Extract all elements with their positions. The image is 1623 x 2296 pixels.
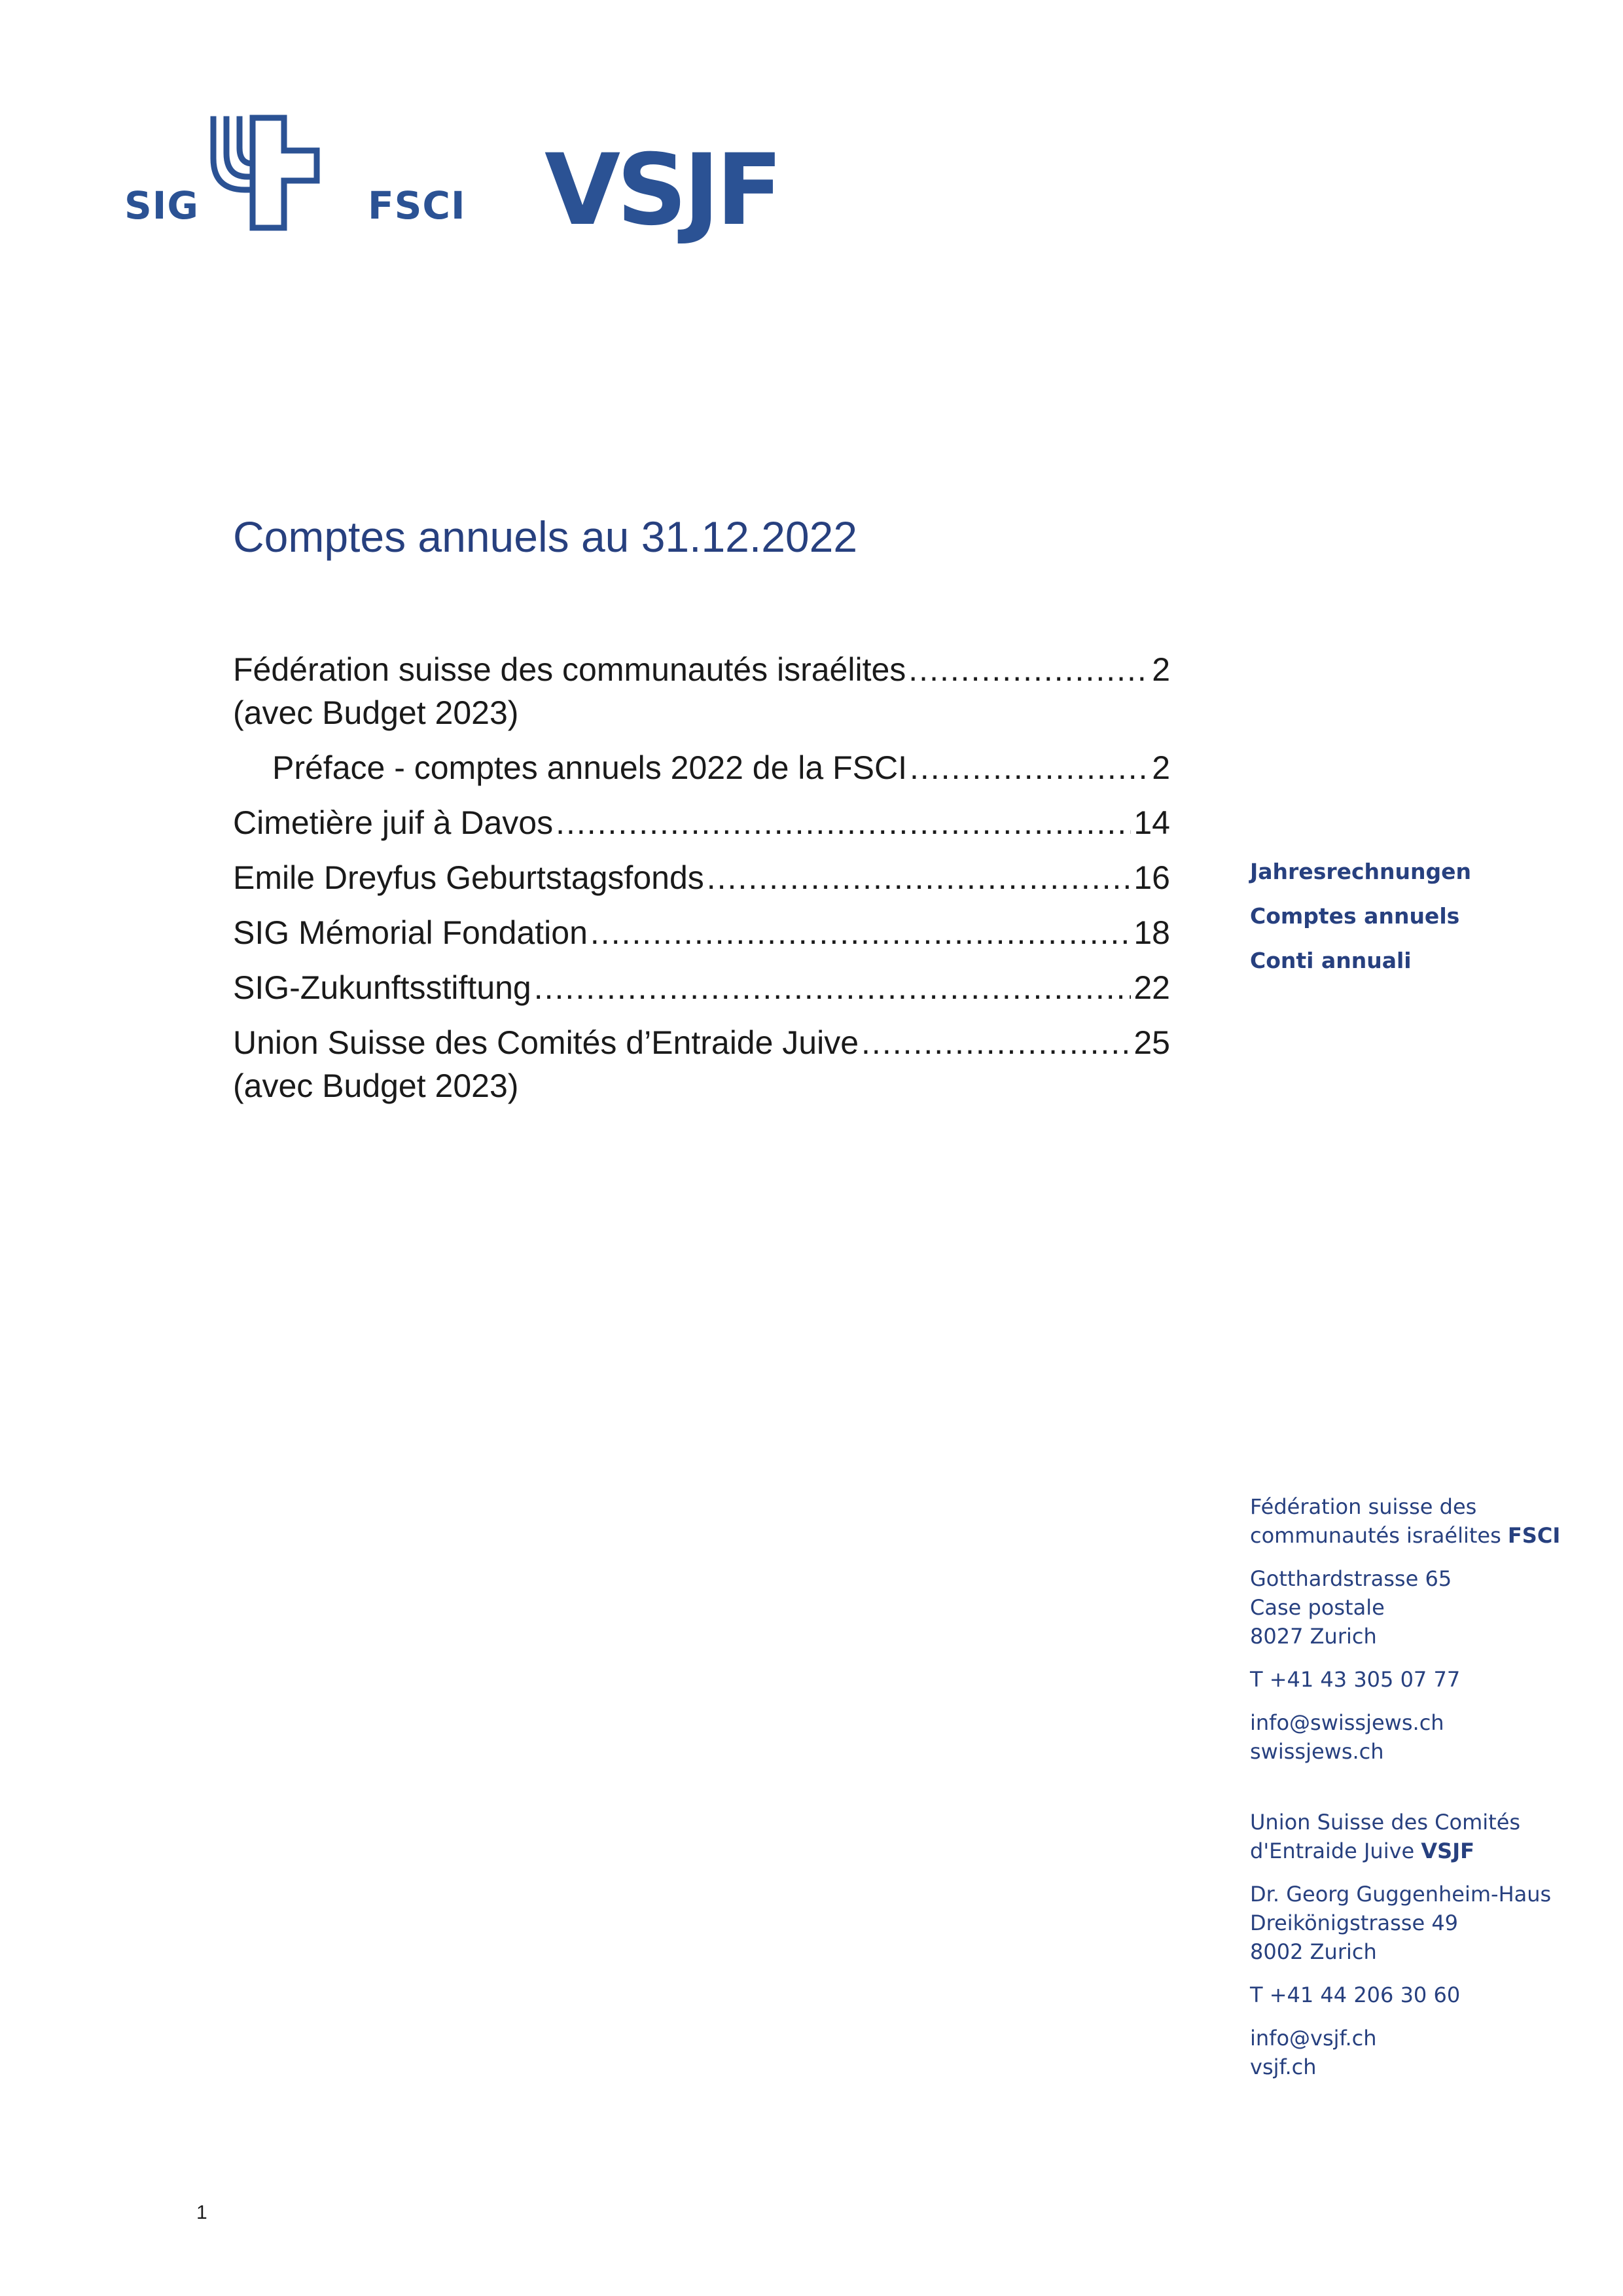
address-house: Dr. Georg Guggenheim-Haus: [1250, 1882, 1552, 1907]
address-city: 8027 Zurich: [1250, 1624, 1377, 1649]
phone-number: T +41 43 305 07 77: [1250, 1667, 1461, 1692]
email-link[interactable]: info@swissjews.ch: [1250, 1710, 1444, 1735]
address-street: Dreikönigstrasse 49: [1250, 1910, 1459, 1935]
toc-leader-dots: [910, 746, 1149, 789]
svg-text:VSJF: VSJF: [544, 144, 779, 247]
toc-entry-preface[interactable]: [233, 746, 1170, 789]
vsjf-logo: [544, 144, 806, 262]
toc-entry-page: 16: [1133, 859, 1170, 896]
toc-leader-dots: [556, 801, 1131, 844]
toc-leader-dots: [707, 856, 1132, 899]
sig-fsci-logo: [120, 113, 467, 237]
toc-entry-page: 18: [1133, 914, 1170, 951]
toc-entry-fsci[interactable]: [233, 648, 1170, 734]
org-name-line2: communautés israélites: [1250, 1523, 1501, 1548]
website-link[interactable]: vsjf.ch: [1250, 2054, 1317, 2079]
toc-entry-page: 14: [1133, 804, 1170, 841]
toc-entry-label: Union Suisse des Comités d’Entraide Juive: [233, 1024, 859, 1061]
toc-entry-zukunft[interactable]: [233, 966, 1170, 1009]
org-name-line2: d'Entraide Juive: [1250, 1839, 1415, 1863]
email-link[interactable]: info@vsjf.ch: [1250, 2026, 1377, 2051]
toc-entry-label: Emile Dreyfus Geburtstagsfonds: [233, 859, 704, 896]
toc-entry-subtitle: (avec Budget 2023): [233, 694, 519, 731]
side-label-de: Jahresrechnungen: [1250, 859, 1472, 884]
toc-entry-label: SIG-Zukunftsstiftung: [233, 969, 531, 1006]
address-street: Gotthardstrasse 65: [1250, 1566, 1452, 1591]
sig-logo-text: SIG: [124, 183, 199, 228]
page-number: 1: [196, 2202, 207, 2223]
page-title: Comptes annuels au 31.12.2022: [233, 512, 858, 561]
org-name-line1: Fédération suisse des: [1250, 1494, 1477, 1519]
toc-entry-dreyfus[interactable]: [233, 856, 1170, 899]
toc-entry-label: Cimetière juif à Davos: [233, 804, 554, 841]
table-of-contents: [233, 648, 1170, 1107]
website-link[interactable]: swissjews.ch: [1250, 1739, 1384, 1764]
toc-entry-label: SIG Mémorial Fondation: [233, 914, 588, 951]
toc-entry-vsjf[interactable]: [233, 1021, 1170, 1107]
toc-entry-subtitle: (avec Budget 2023): [233, 1067, 519, 1104]
phone-number: T +41 44 206 30 60: [1250, 1982, 1461, 2007]
toc-entry-davos[interactable]: [233, 801, 1170, 844]
toc-entry-page: 2: [1152, 651, 1170, 688]
toc-leader-dots: [534, 966, 1132, 1009]
address-box: Case postale: [1250, 1595, 1385, 1620]
org-name-line1: Union Suisse des Comités: [1250, 1810, 1521, 1835]
toc-entry-label: Préface - comptes annuels 2022 de la FSCI: [272, 749, 907, 786]
menorah-cross-icon: [207, 113, 344, 232]
contact-block-vsjf: [1250, 1808, 1551, 2096]
toc-leader-dots: [861, 1021, 1131, 1064]
side-label-it: Conti annuali: [1250, 948, 1412, 973]
side-label-fr: Comptes annuels: [1250, 903, 1460, 929]
side-labels: [1250, 859, 1471, 992]
vsjf-logo-mark: [544, 144, 806, 262]
toc-leader-dots: [590, 911, 1131, 954]
toc-leader-dots: [908, 648, 1149, 691]
org-abbr: VSJF: [1421, 1839, 1474, 1863]
toc-entry-page: 22: [1133, 969, 1170, 1006]
toc-entry-label: Fédération suisse des communautés israélites: [233, 651, 906, 688]
contact-block-fsci: [1250, 1492, 1560, 1780]
toc-entry-page: 2: [1152, 749, 1170, 786]
fsci-logo-text: FSCI: [368, 183, 466, 228]
org-abbr: FSCI: [1507, 1523, 1561, 1548]
toc-entry-page: 25: [1133, 1024, 1170, 1061]
address-city: 8002 Zurich: [1250, 1939, 1377, 1964]
toc-entry-memorial[interactable]: [233, 911, 1170, 954]
